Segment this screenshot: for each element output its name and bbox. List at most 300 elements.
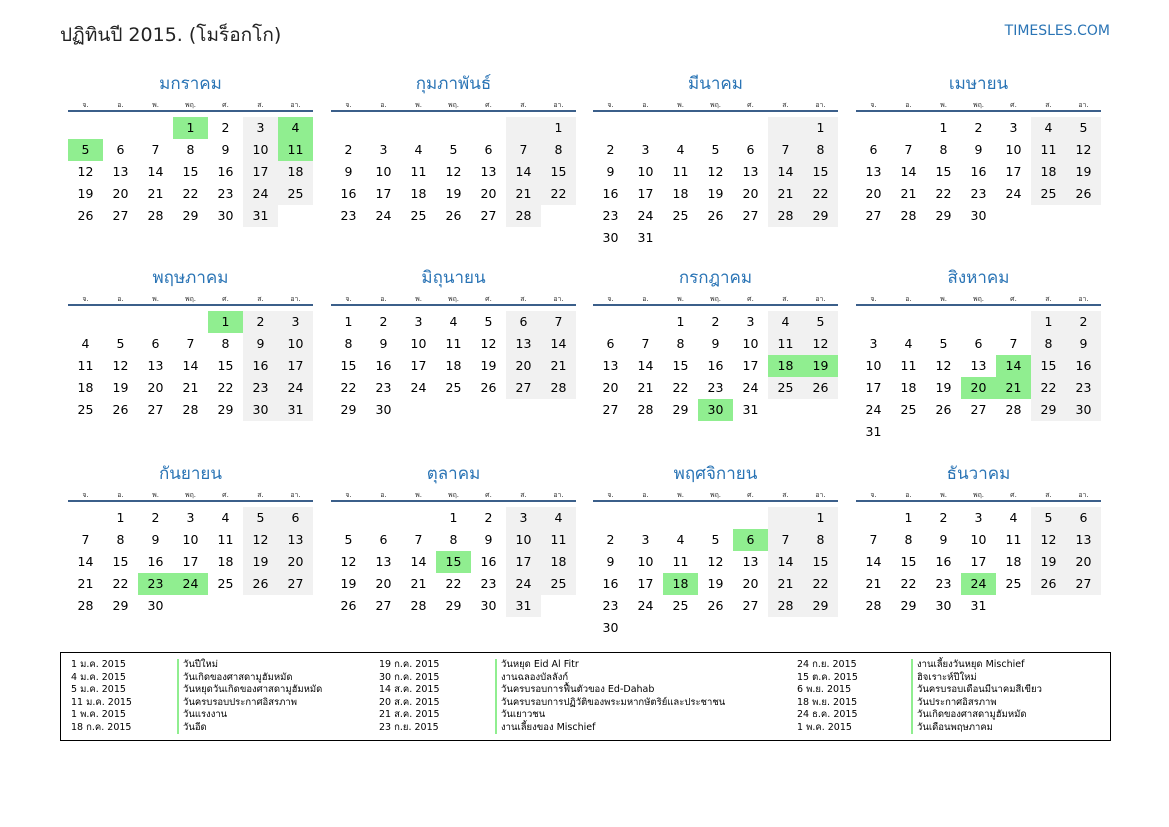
legend-date: 24 ธ.ค. 2015 bbox=[797, 709, 858, 720]
day-cell: 25 bbox=[1031, 183, 1066, 205]
legend-holiday-name: วันครบรอบการฟื้นตัวของ Ed-Dahab bbox=[495, 684, 725, 697]
legend-names-column bbox=[495, 659, 725, 734]
day-cell: 11 bbox=[217, 532, 234, 547]
weekday-label: อ. bbox=[380, 101, 387, 109]
day-cell: 8 bbox=[449, 532, 458, 547]
legend-holiday-name: วันเดือนพฤษภาคม bbox=[911, 722, 1042, 735]
day-cell: 19 bbox=[707, 186, 724, 201]
legend-dates-column bbox=[797, 659, 858, 734]
day-cell: 10 bbox=[1005, 142, 1022, 157]
day-cell: 11 bbox=[900, 358, 917, 373]
day-cell: 18 bbox=[217, 554, 234, 569]
day-cell: 7 bbox=[186, 336, 195, 351]
day-cell: 5 bbox=[1066, 117, 1101, 139]
day-cell: 31 bbox=[742, 402, 759, 417]
day-cell: 16 bbox=[1066, 355, 1101, 377]
legend-names-column bbox=[911, 659, 1042, 734]
day-cell: 10 bbox=[865, 358, 882, 373]
empty-cell bbox=[891, 311, 926, 333]
day-cell: 18 bbox=[278, 161, 313, 183]
day-cell: 16 bbox=[935, 554, 952, 569]
day-cell: 13 bbox=[278, 529, 313, 551]
day-cell: 20 bbox=[602, 380, 619, 395]
day-cell: 8 bbox=[904, 532, 913, 547]
holiday-day-cell: 23 bbox=[138, 573, 173, 595]
holiday-day-cell: 30 bbox=[698, 399, 733, 421]
empty-cell bbox=[628, 311, 663, 333]
day-cell: 25 bbox=[410, 208, 427, 223]
day-cell: 14 bbox=[77, 554, 94, 569]
weekday-label: อ. bbox=[117, 295, 124, 303]
day-cell: 14 bbox=[768, 551, 803, 573]
empty-cell bbox=[506, 117, 541, 139]
day-cell: 21 bbox=[768, 573, 803, 595]
day-cell: 9 bbox=[344, 164, 353, 179]
legend-date: 14 ส.ค. 2015 bbox=[379, 684, 440, 695]
legend-holiday-name: วันปีใหม่ bbox=[177, 659, 322, 672]
day-cell: 2 bbox=[1066, 311, 1101, 333]
day-cell: 21 bbox=[410, 576, 427, 591]
day-cell: 27 bbox=[970, 402, 987, 417]
legend-holiday-name: วันครบรอบประกาศอิสรภาพ bbox=[177, 697, 322, 710]
weekday-label: ศ. bbox=[747, 295, 754, 303]
legend-holiday-name: วันประกาศอิสรภาพ bbox=[911, 697, 1042, 710]
day-cell: 25 bbox=[77, 402, 94, 417]
brand-link[interactable]: TIMESLES.COM bbox=[1004, 23, 1110, 39]
weekday-label: พ. bbox=[415, 101, 422, 109]
day-cell: 24 bbox=[1005, 186, 1022, 201]
day-cell: 4 bbox=[676, 142, 685, 157]
day-cell: 23 bbox=[340, 208, 357, 223]
day-cell: 15 bbox=[340, 358, 357, 373]
legend-dates-column bbox=[71, 659, 132, 734]
day-cell: 8 bbox=[344, 336, 353, 351]
empty-cell bbox=[628, 507, 663, 529]
weekday-label: จ. bbox=[870, 295, 877, 303]
weekday-label: ส. bbox=[520, 101, 527, 109]
weekday-header bbox=[331, 100, 576, 112]
day-cell: 9 bbox=[243, 333, 278, 355]
weekday-label: จ. bbox=[82, 295, 89, 303]
day-cell: 30 bbox=[375, 402, 392, 417]
day-cell: 20 bbox=[480, 186, 497, 201]
month-10 bbox=[331, 462, 576, 617]
day-cell: 13 bbox=[865, 164, 882, 179]
day-cell: 28 bbox=[637, 402, 654, 417]
day-cell: 3 bbox=[243, 117, 278, 139]
weekday-label: อา. bbox=[290, 101, 301, 109]
day-cell: 8 bbox=[1031, 333, 1066, 355]
day-cell: 22 bbox=[541, 183, 576, 205]
day-cell: 5 bbox=[803, 311, 838, 333]
weekday-label: ส. bbox=[257, 491, 264, 499]
empty-cell bbox=[856, 311, 891, 333]
holiday-day-cell: 11 bbox=[278, 139, 313, 161]
day-cell: 9 bbox=[974, 142, 983, 157]
weekday-label: จ. bbox=[607, 295, 614, 303]
day-cell: 28 bbox=[541, 377, 576, 399]
weekday-header bbox=[856, 490, 1101, 502]
day-cell: 15 bbox=[803, 551, 838, 573]
day-cell: 26 bbox=[480, 380, 497, 395]
day-cell: 13 bbox=[1066, 529, 1101, 551]
day-cell: 22 bbox=[803, 183, 838, 205]
day-cell: 3 bbox=[641, 142, 650, 157]
weekday-header bbox=[593, 490, 838, 502]
empty-cell bbox=[366, 507, 401, 529]
day-cell: 7 bbox=[1009, 336, 1018, 351]
day-cell: 15 bbox=[935, 164, 952, 179]
empty-cell bbox=[471, 117, 506, 139]
day-cell: 12 bbox=[707, 554, 724, 569]
legend-date: 20 ส.ค. 2015 bbox=[379, 696, 440, 708]
day-cell: 14 bbox=[506, 161, 541, 183]
day-cell: 2 bbox=[606, 142, 615, 157]
empty-cell bbox=[401, 507, 436, 529]
day-cell: 6 bbox=[484, 142, 493, 157]
day-cell: 30 bbox=[480, 598, 497, 613]
day-cell: 20 bbox=[865, 186, 882, 201]
legend-holiday-name: วันเกิดของศาสดามูฮัมหมัด bbox=[911, 709, 1042, 722]
day-cell: 10 bbox=[637, 554, 654, 569]
day-cell: 12 bbox=[935, 358, 952, 373]
weekday-label: อ. bbox=[905, 101, 912, 109]
day-cell: 23 bbox=[707, 380, 724, 395]
day-cell: 28 bbox=[768, 205, 803, 227]
day-cell: 15 bbox=[803, 161, 838, 183]
day-cell: 11 bbox=[541, 529, 576, 551]
day-cell: 24 bbox=[637, 208, 654, 223]
day-cell: 12 bbox=[340, 554, 357, 569]
day-cell: 14 bbox=[637, 358, 654, 373]
empty-cell bbox=[663, 507, 698, 529]
month-4 bbox=[856, 72, 1101, 227]
day-cell: 18 bbox=[445, 358, 462, 373]
day-cell: 18 bbox=[77, 380, 94, 395]
legend-holiday-name: วันแรงงาน bbox=[177, 709, 322, 722]
day-cell: 2 bbox=[484, 510, 493, 525]
day-cell: 11 bbox=[672, 554, 689, 569]
weekday-label: พ. bbox=[415, 295, 422, 303]
legend-holiday-name: งานฉลองบัลลังก์ bbox=[495, 672, 725, 685]
legend-date: 1 ม.ค. 2015 bbox=[71, 659, 126, 670]
weekday-label: ศ. bbox=[222, 491, 229, 499]
day-cell: 25 bbox=[768, 377, 803, 399]
day-cell: 17 bbox=[410, 358, 427, 373]
day-cell: 14 bbox=[768, 161, 803, 183]
empty-cell bbox=[331, 117, 366, 139]
day-cell: 29 bbox=[445, 598, 462, 613]
day-cell: 16 bbox=[707, 358, 724, 373]
day-cell: 22 bbox=[182, 186, 199, 201]
weekday-label: อา. bbox=[1078, 491, 1089, 499]
weekday-label: พฤ. bbox=[184, 101, 197, 109]
day-cell: 18 bbox=[672, 186, 689, 201]
day-cell: 31 bbox=[243, 205, 278, 227]
day-cell: 12 bbox=[243, 529, 278, 551]
day-cell: 17 bbox=[742, 358, 759, 373]
day-cell: 23 bbox=[217, 186, 234, 201]
empty-cell bbox=[68, 311, 103, 333]
day-cell: 11 bbox=[77, 358, 94, 373]
day-cell: 10 bbox=[637, 164, 654, 179]
day-cell: 1 bbox=[344, 314, 353, 329]
month-name: มกราคม bbox=[159, 74, 222, 94]
day-cell: 14 bbox=[541, 333, 576, 355]
day-cell: 15 bbox=[1031, 355, 1066, 377]
day-cell: 27 bbox=[480, 208, 497, 223]
day-cell: 8 bbox=[186, 142, 195, 157]
day-grid bbox=[856, 507, 1101, 617]
day-cell: 30 bbox=[602, 620, 619, 635]
day-cell: 15 bbox=[217, 358, 234, 373]
holiday-day-cell: 20 bbox=[961, 377, 996, 399]
day-cell: 14 bbox=[410, 554, 427, 569]
day-cell: 23 bbox=[602, 208, 619, 223]
day-cell: 3 bbox=[186, 510, 195, 525]
day-cell: 1 bbox=[803, 507, 838, 529]
day-cell: 6 bbox=[278, 507, 313, 529]
day-cell: 22 bbox=[112, 576, 129, 591]
day-cell: 3 bbox=[974, 510, 983, 525]
weekday-label: จ. bbox=[345, 295, 352, 303]
day-cell: 27 bbox=[742, 208, 759, 223]
weekday-label: จ. bbox=[607, 101, 614, 109]
weekday-label: พ. bbox=[940, 101, 947, 109]
day-grid bbox=[331, 311, 576, 421]
day-cell: 17 bbox=[970, 554, 987, 569]
day-cell: 23 bbox=[375, 380, 392, 395]
day-cell: 25 bbox=[900, 402, 917, 417]
day-cell: 13 bbox=[375, 554, 392, 569]
empty-cell bbox=[68, 117, 103, 139]
day-cell: 5 bbox=[939, 336, 948, 351]
day-cell: 12 bbox=[707, 164, 724, 179]
day-cell: 2 bbox=[243, 311, 278, 333]
day-cell: 19 bbox=[935, 380, 952, 395]
day-cell: 5 bbox=[711, 532, 720, 547]
weekday-label: พฤ. bbox=[447, 295, 460, 303]
day-cell: 22 bbox=[1031, 377, 1066, 399]
day-cell: 26 bbox=[707, 208, 724, 223]
day-cell: 21 bbox=[541, 355, 576, 377]
day-cell: 24 bbox=[742, 380, 759, 395]
weekday-label: อ. bbox=[642, 295, 649, 303]
weekday-label: อา. bbox=[1078, 101, 1089, 109]
weekday-header bbox=[331, 294, 576, 306]
day-cell: 18 bbox=[541, 551, 576, 573]
day-cell: 13 bbox=[506, 333, 541, 355]
day-cell: 11 bbox=[1005, 532, 1022, 547]
weekday-header bbox=[593, 294, 838, 306]
day-cell: 25 bbox=[445, 380, 462, 395]
weekday-label: ศ. bbox=[1010, 491, 1017, 499]
day-cell: 28 bbox=[147, 208, 164, 223]
weekday-label: อา. bbox=[553, 491, 564, 499]
empty-cell bbox=[891, 117, 926, 139]
day-cell: 9 bbox=[484, 532, 493, 547]
day-cell: 23 bbox=[602, 598, 619, 613]
weekday-label: อ. bbox=[642, 101, 649, 109]
day-cell: 5 bbox=[1031, 507, 1066, 529]
day-cell: 6 bbox=[746, 142, 755, 157]
empty-cell bbox=[366, 117, 401, 139]
day-cell: 27 bbox=[742, 598, 759, 613]
weekday-label: ศ. bbox=[747, 491, 754, 499]
day-cell: 7 bbox=[904, 142, 913, 157]
day-cell: 2 bbox=[974, 120, 983, 135]
day-cell: 1 bbox=[116, 510, 125, 525]
day-cell: 16 bbox=[602, 186, 619, 201]
empty-cell bbox=[768, 117, 803, 139]
empty-cell bbox=[733, 117, 768, 139]
month-8 bbox=[856, 266, 1101, 443]
day-cell: 27 bbox=[278, 573, 313, 595]
weekday-label: ศ. bbox=[485, 295, 492, 303]
weekday-label: พฤ. bbox=[972, 491, 985, 499]
weekday-header bbox=[856, 294, 1101, 306]
day-cell: 21 bbox=[865, 576, 882, 591]
day-cell: 13 bbox=[602, 358, 619, 373]
weekday-label: อา. bbox=[1078, 295, 1089, 303]
weekday-label: ส. bbox=[782, 295, 789, 303]
day-cell: 1 bbox=[541, 117, 576, 139]
day-cell: 27 bbox=[147, 402, 164, 417]
day-cell: 6 bbox=[151, 336, 160, 351]
weekday-label: จ. bbox=[870, 101, 877, 109]
weekday-label: ศ. bbox=[747, 101, 754, 109]
day-cell: 9 bbox=[151, 532, 160, 547]
empty-cell bbox=[768, 507, 803, 529]
day-cell: 18 bbox=[900, 380, 917, 395]
day-cell: 3 bbox=[414, 314, 423, 329]
day-cell: 4 bbox=[1009, 510, 1018, 525]
day-cell: 15 bbox=[112, 554, 129, 569]
legend-holiday-name: ฮิจเราะห์ปีใหม่ bbox=[911, 672, 1042, 685]
weekday-label: อา. bbox=[815, 491, 826, 499]
day-cell: 3 bbox=[869, 336, 878, 351]
holiday-day-cell: 24 bbox=[961, 573, 996, 595]
holiday-day-cell: 24 bbox=[173, 573, 208, 595]
empty-cell bbox=[173, 311, 208, 333]
weekday-label: พ. bbox=[677, 295, 684, 303]
day-cell: 18 bbox=[1005, 554, 1022, 569]
empty-cell bbox=[138, 311, 173, 333]
day-cell: 26 bbox=[340, 598, 357, 613]
empty-cell bbox=[698, 507, 733, 529]
day-cell: 5 bbox=[484, 314, 493, 329]
empty-cell bbox=[663, 117, 698, 139]
day-cell: 29 bbox=[182, 208, 199, 223]
month-name: กุมภาพันธ์ bbox=[415, 74, 492, 94]
weekday-label: พ. bbox=[940, 491, 947, 499]
day-cell: 9 bbox=[606, 164, 615, 179]
day-cell: 19 bbox=[707, 576, 724, 591]
day-cell: 19 bbox=[1066, 161, 1101, 183]
day-cell: 6 bbox=[869, 142, 878, 157]
weekday-label: ส. bbox=[1045, 295, 1052, 303]
day-cell: 3 bbox=[506, 507, 541, 529]
weekday-label: อา. bbox=[553, 101, 564, 109]
day-cell: 3 bbox=[1009, 120, 1018, 135]
day-cell: 21 bbox=[768, 183, 803, 205]
day-cell: 21 bbox=[637, 380, 654, 395]
day-cell: 4 bbox=[81, 336, 90, 351]
month-name: กันยายน bbox=[158, 464, 222, 484]
day-cell: 28 bbox=[182, 402, 199, 417]
day-cell: 27 bbox=[602, 402, 619, 417]
day-cell: 11 bbox=[410, 164, 427, 179]
day-cell: 13 bbox=[742, 554, 759, 569]
weekday-label: พฤ. bbox=[709, 491, 722, 499]
holiday-day-cell: 18 bbox=[663, 573, 698, 595]
weekday-label: ศ. bbox=[485, 491, 492, 499]
day-cell: 27 bbox=[865, 208, 882, 223]
day-cell: 9 bbox=[711, 336, 720, 351]
legend-date: 6 พ.ย. 2015 bbox=[797, 684, 852, 695]
day-cell: 8 bbox=[541, 139, 576, 161]
day-cell: 12 bbox=[803, 333, 838, 355]
weekday-label: ศ. bbox=[222, 295, 229, 303]
holiday-day-cell: 6 bbox=[733, 529, 768, 551]
day-cell: 17 bbox=[182, 554, 199, 569]
weekday-label: พ. bbox=[152, 295, 159, 303]
month-5 bbox=[68, 266, 313, 421]
day-cell: 23 bbox=[1066, 377, 1101, 399]
day-cell: 11 bbox=[672, 164, 689, 179]
day-cell: 30 bbox=[935, 598, 952, 613]
day-cell: 12 bbox=[1031, 529, 1066, 551]
day-cell: 28 bbox=[77, 598, 94, 613]
day-cell: 13 bbox=[147, 358, 164, 373]
legend-date: 1 พ.ค. 2015 bbox=[71, 709, 126, 720]
weekday-label: อ. bbox=[380, 295, 387, 303]
day-cell: 6 bbox=[974, 336, 983, 351]
day-cell: 26 bbox=[1031, 573, 1066, 595]
weekday-label: อ. bbox=[117, 491, 124, 499]
month-name: มีนาคม bbox=[688, 74, 743, 94]
day-cell: 30 bbox=[147, 598, 164, 613]
day-cell: 1 bbox=[939, 120, 948, 135]
day-cell: 19 bbox=[445, 186, 462, 201]
day-cell: 1 bbox=[803, 117, 838, 139]
weekday-label: พ. bbox=[677, 491, 684, 499]
day-cell: 23 bbox=[243, 377, 278, 399]
day-cell: 25 bbox=[1005, 576, 1022, 591]
month-name: กรกฎาคม bbox=[678, 268, 753, 288]
day-cell: 10 bbox=[410, 336, 427, 351]
day-cell: 14 bbox=[182, 358, 199, 373]
day-cell: 19 bbox=[480, 358, 497, 373]
day-cell: 2 bbox=[606, 532, 615, 547]
day-cell: 28 bbox=[865, 598, 882, 613]
weekday-label: พฤ. bbox=[184, 295, 197, 303]
day-cell: 3 bbox=[278, 311, 313, 333]
weekday-label: พ. bbox=[940, 295, 947, 303]
weekday-label: อ. bbox=[117, 101, 124, 109]
empty-cell bbox=[733, 507, 768, 529]
day-cell: 14 bbox=[900, 164, 917, 179]
weekday-label: ส. bbox=[782, 491, 789, 499]
empty-cell bbox=[996, 311, 1031, 333]
empty-cell bbox=[103, 117, 138, 139]
weekday-label: อ. bbox=[380, 491, 387, 499]
weekday-label: ศ. bbox=[1010, 295, 1017, 303]
day-cell: 7 bbox=[768, 529, 803, 551]
month-name: สิงหาคม bbox=[947, 268, 1010, 288]
day-cell: 26 bbox=[707, 598, 724, 613]
weekday-label: จ. bbox=[345, 491, 352, 499]
